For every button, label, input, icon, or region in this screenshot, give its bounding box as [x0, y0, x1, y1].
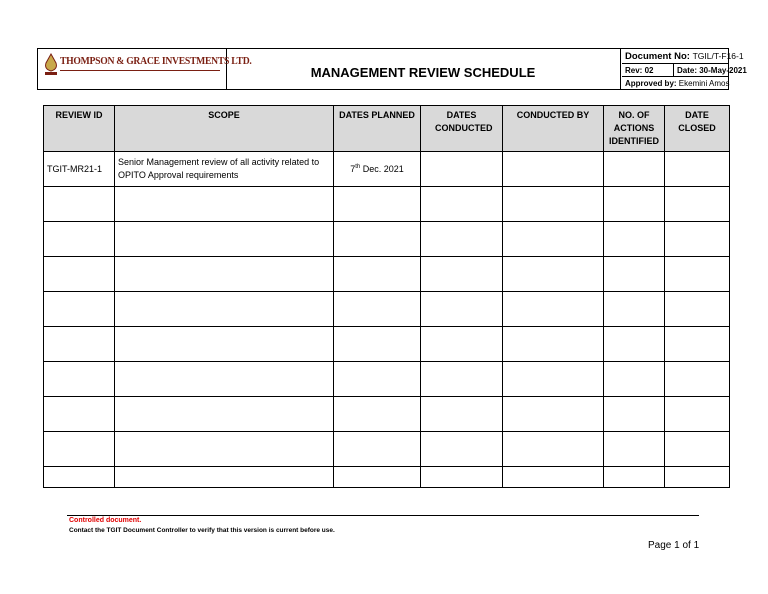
doc-number-row — [622, 49, 744, 64]
col-header-dates-planned: DATES PLANNED — [334, 106, 421, 152]
cell-dates-planned — [334, 152, 421, 187]
document-meta — [622, 49, 747, 89]
page-title: MANAGEMENT REVIEW SCHEDULE — [226, 49, 621, 89]
cell-actions-identified — [604, 152, 665, 187]
document-header — [37, 48, 747, 90]
col-header-conducted-by: CONDUCTED BY — [503, 106, 604, 152]
table-row — [44, 257, 730, 292]
approved-label: Approved by: — [625, 78, 677, 88]
planned-day: 7 — [350, 164, 356, 174]
doc-number-label: Document No: — [625, 50, 690, 62]
cell-scope — [115, 152, 334, 187]
controlled-document-label: Controlled document. — [69, 517, 142, 524]
table-row — [44, 222, 730, 257]
approved-row — [622, 77, 728, 89]
planned-rest: Dec. 2021 — [360, 164, 404, 174]
company-logo — [38, 49, 252, 89]
date-label: Date: 30-May-2021 — [677, 65, 747, 75]
table-row — [44, 187, 730, 222]
page-number: Page 1 of 1 — [648, 540, 700, 551]
table-row — [44, 432, 730, 467]
date-cell — [674, 64, 747, 76]
cell-conducted-by — [503, 152, 604, 187]
table-header-row — [44, 106, 730, 152]
cell-date-closed — [665, 152, 730, 187]
table-row — [44, 292, 730, 327]
col-header-review-id: REVIEW ID — [44, 106, 115, 152]
col-header-scope: SCOPE — [115, 106, 334, 152]
rev-date-row — [622, 64, 747, 77]
col-header-actions-identified: NO. OF ACTIONS IDENTIFIED — [604, 106, 665, 152]
approved-value: Ekemini Amos — [678, 78, 730, 88]
rev-cell — [622, 64, 674, 76]
review-schedule-table — [43, 105, 730, 488]
oil-drop-logo-icon — [44, 53, 58, 77]
scope-text: Senior Management review of all activity related to OPITO Approval requirements — [118, 157, 320, 180]
cell-review-id: TGIT-MR21-1 — [44, 152, 115, 187]
col-header-date-closed: DATE CLOSED — [665, 106, 730, 152]
table-row — [44, 397, 730, 432]
planned-suffix: th — [355, 164, 361, 170]
company-name: THOMPSON & GRACE INVESTMENTS LTD. — [60, 56, 252, 67]
table-row — [44, 467, 730, 488]
footer-divider — [67, 515, 699, 516]
controller-note: Contact the TGIT Document Controller to verify that this version is current before use. — [69, 527, 335, 534]
rev-label: Rev: 02 — [625, 65, 654, 75]
col-header-dates-conducted: DATES CONDUCTED — [421, 106, 503, 152]
cell-dates-conducted — [421, 152, 503, 187]
doc-number-value: TGIL/T-F16-1 — [692, 51, 744, 61]
table-row — [44, 362, 730, 397]
table-row — [44, 327, 730, 362]
logo-underline — [60, 70, 220, 71]
table-row — [44, 152, 730, 187]
